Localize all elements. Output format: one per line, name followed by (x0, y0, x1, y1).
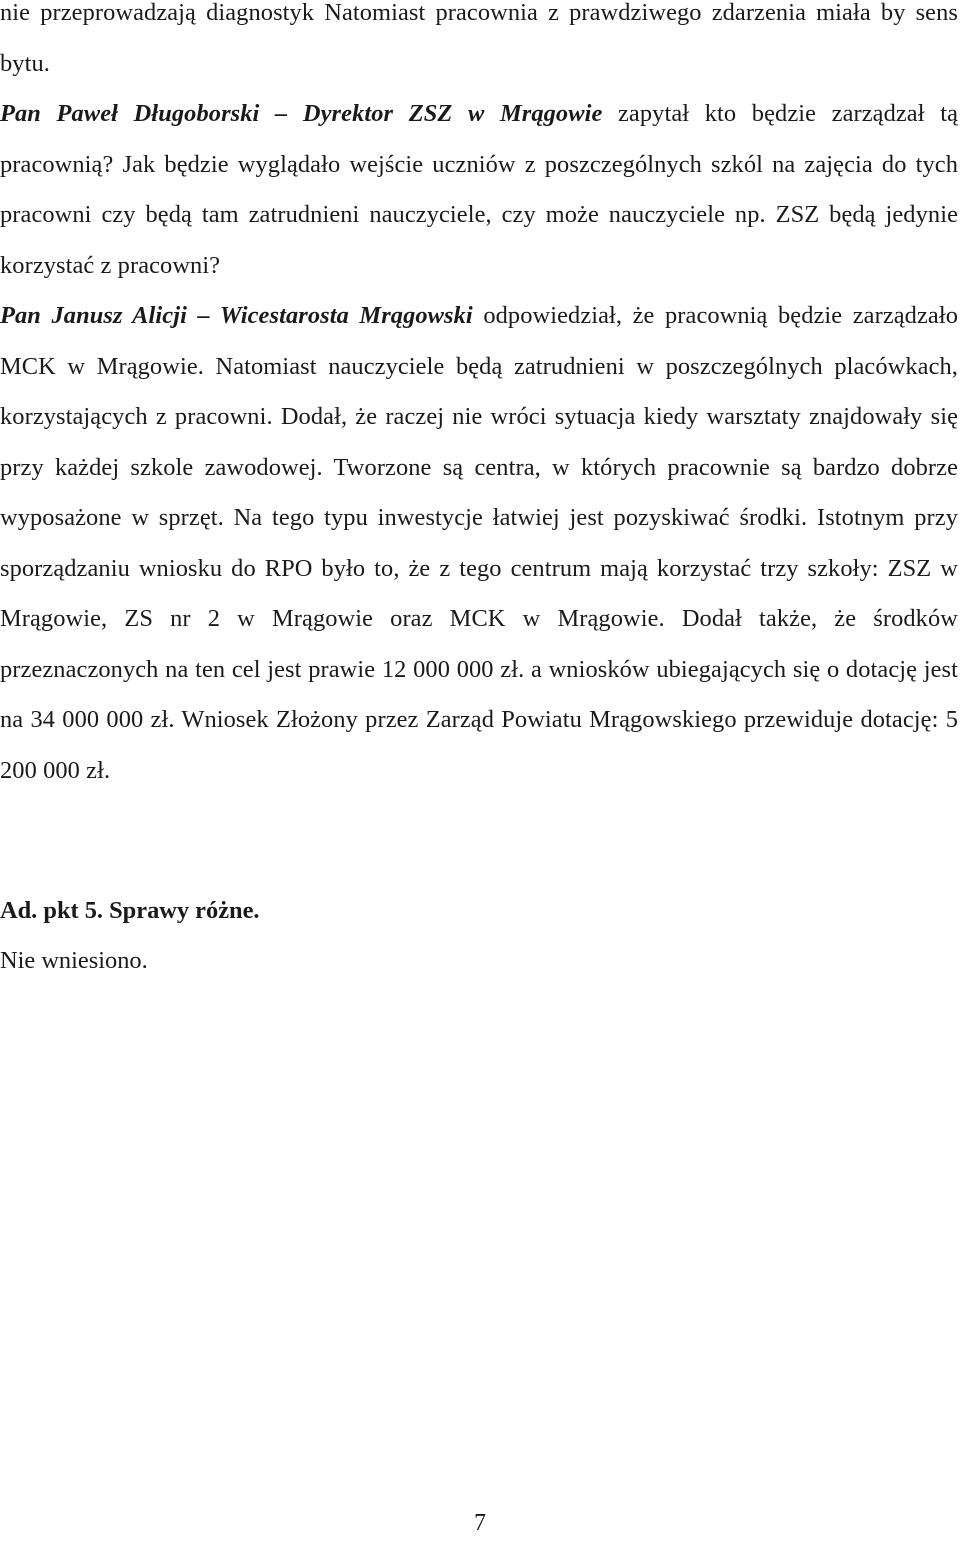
paragraph-question (0, 89, 958, 291)
speaker-name: Pan Janusz Alicji – Wicestarosta Mrągowski (0, 302, 473, 329)
section-body: Nie wniesiono. (0, 947, 148, 974)
paragraph-answer (0, 291, 958, 796)
paragraph-text: zapytał kto będzie zarządzał tą pracownią? Jak będzie wyglądało wejście uczniów z poszczególnych szkól na zajęcia do tych pracowni czy będą tam zatrudnieni nauczyciele, czy może nauczyciele np. ZSZ będą jedynie korzystać z pracowni? (0, 100, 958, 279)
page-number: 7 (474, 1510, 486, 1536)
paragraph-continuation: nie przeprowadzają diagnostyk Natomiast pracownia z prawdziwego zdarzenia miała by sens bytu. (0, 0, 958, 77)
section-heading: Ad. pkt 5. Sprawy różne. (0, 897, 260, 924)
paragraph-text: odpowiedział, że pracownią będzie zarządzało MCK w Mrągowie. Natomiast nauczyciele będą zatrudnieni w poszczególnych placówkach, korzystających z pracowni. Dodał, że raczej nie wróci sytuacja kiedy warsztaty znajdowały się przy każdej szkole zawodowej. Tworzone są centra, w których pracownie są bardzo dobrze wyposażone w sprzęt. Na tego typu inwestycje łatwiej jest pozyskiwać środki. Istotnym przy sporządzaniu wniosku do RPO było to, że z tego centrum mają korzystać trzy szkoły: ZSZ w Mrągowie, ZS nr 2 w Mrągowie oraz MCK w Mrągowie. Dodał także, że środków przeznaczonych na ten cel jest prawie 12 000 000 zł. a wniosków ubiegających się o dotację jest na 34 000 000 zł. Wniosek Złożony przez Zarząd Powiatu Mrągowskiego przewiduje dotację: 5 200 000 zł. (0, 302, 958, 784)
speaker-name: Pan Paweł Długoborski – Dyrektor ZSZ w Mrągowie (0, 100, 603, 127)
